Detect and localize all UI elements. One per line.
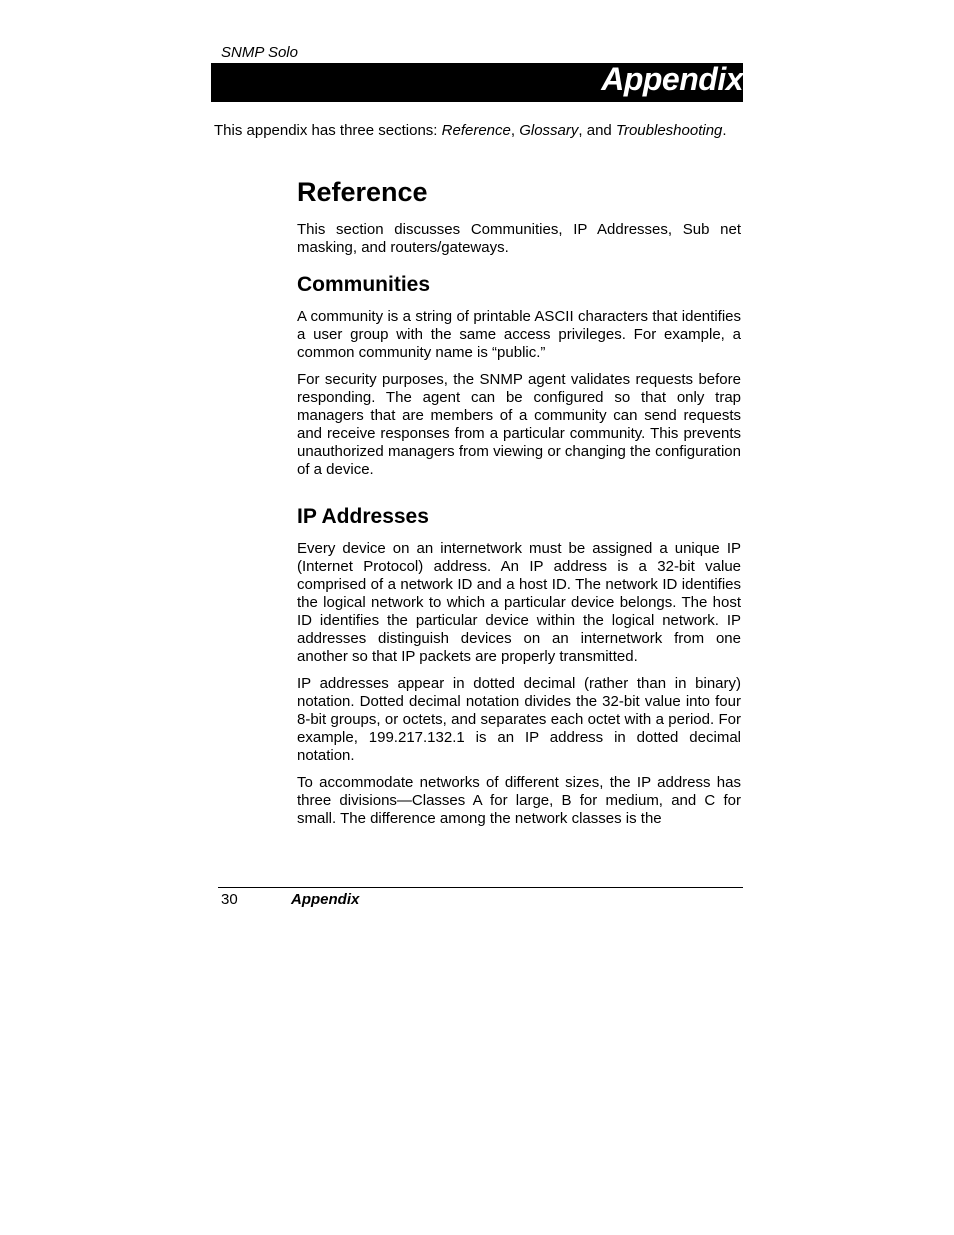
ip-addresses-paragraph-3: To accommodate networks of different sizes, the IP address has three divisions—Classes A for large, B for medium, and C for small. The difference among the network classes is the <box>297 774 741 827</box>
ip-addresses-heading: IP Addresses <box>297 505 429 528</box>
intro-section-troubleshooting: Troubleshooting <box>615 122 723 139</box>
main-content <box>297 172 741 828</box>
intro-section-reference: Reference <box>441 122 511 139</box>
intro-period: . <box>722 122 727 139</box>
communities-heading: Communities <box>297 273 431 296</box>
intro-text: This appendix has three sections: <box>214 122 442 139</box>
intro-separator: , and <box>578 122 616 139</box>
reference-heading: Reference <box>297 177 428 207</box>
page-number: 30 <box>221 891 238 908</box>
ip-addresses-paragraph-1: Every device on an internetwork must be assigned a unique IP (Internet Protocol) address. An IP address is a 32-bit value comprised of a network ID and a host ID. The network ID identifies the logical network to which a particular device belongs. The host ID identifies the particular device within the logical network. IP addresses distinguish devices on an internetwork from one another so that IP packets are properly transmitted. <box>297 540 741 665</box>
intro-paragraph <box>214 122 741 140</box>
footer-section-label: Appendix <box>291 891 360 908</box>
title-bar <box>211 63 743 102</box>
page-title: Appendix <box>601 61 743 97</box>
intro-separator: , <box>510 122 520 139</box>
intro-section-glossary: Glossary <box>519 122 579 139</box>
ip-addresses-paragraph-2: IP addresses appear in dotted decimal (rather than in binary) notation. Dotted decimal notation divides the 32-bit value into four 8-bit groups, or octets, and separates each octet with a period. For example, 199.217.132.1 is an IP address in dotted decimal notation. <box>297 675 741 764</box>
communities-paragraph-2: For security purposes, the SNMP agent validates requests before responding. The agent can be configured so that only trap managers that are members of a community can send requests and receive responses from a particular community. This prevents unauthorized managers from viewing or changing the configuration of a device. <box>297 371 741 478</box>
reference-paragraph: This section discusses Communities, IP Addresses, Sub net masking, and routers/gateways. <box>297 221 741 256</box>
footer-rule <box>218 887 743 888</box>
communities-paragraph-1: A community is a string of printable ASCII characters that identifies a user group with the same access privileges. For example, a common community name is “public.” <box>297 308 741 361</box>
running-head: SNMP Solo <box>221 44 298 61</box>
